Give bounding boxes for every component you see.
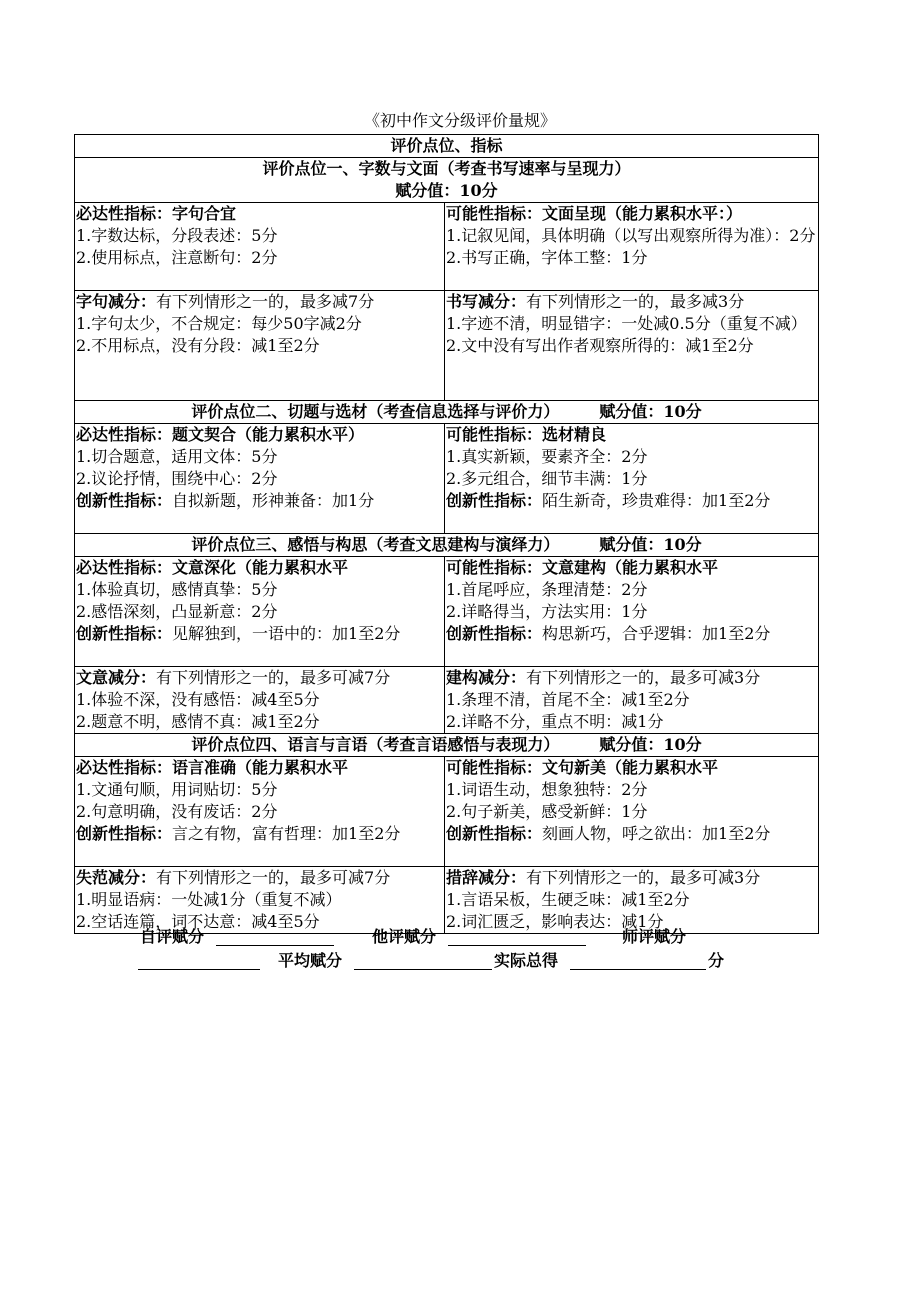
average-score-blank[interactable]: [354, 953, 492, 970]
indicator-label: 可能性指标：: [446, 425, 543, 444]
indicator-label: 可能性指标：: [446, 204, 543, 223]
deduction-item: 2.文中没有写出作者观察所得的：减1至2分: [446, 336, 754, 355]
section-1-name: 评价点位一、字数与文面（考查书写速率与呈现力）: [262, 159, 631, 178]
indicator-item: 2.使用标点，注意断句：2分: [76, 248, 278, 267]
document-title: 《初中作文分级评价量规》: [363, 111, 556, 130]
indicator-item: 2.句意明确，没有废话：2分: [76, 802, 278, 821]
innovation-text: 自拟新题，形神兼备：加1分: [172, 491, 375, 510]
innovation-label: 创新性指标：: [446, 824, 543, 843]
indicator-name: 文句新美（能力累积水平: [542, 758, 719, 777]
indicator-name: 题文契合（能力累积水平）: [172, 425, 365, 444]
deduction-rule: 有下列情形之一的，最多可减7分: [156, 868, 391, 887]
innovation-text: 陌生新奇，珍贵难得：加1至2分: [542, 491, 771, 510]
section-4-possible-indicator: [445, 757, 819, 867]
teacher-score-label: 师评赋分: [622, 927, 687, 946]
indicator-item: 1.首尾呼应，条理清楚：2分: [446, 580, 648, 599]
indicator-name: 文面呈现（能力累积水平：）: [542, 204, 743, 223]
indicator-item: 1.真实新颖，要素齐全：2分: [446, 447, 648, 466]
deduction-label: 字句减分：: [76, 292, 157, 311]
indicator-name: 文意深化（能力累积水平: [172, 558, 349, 577]
deduction-item: 1.字句太少，不合规定：每少50字减2分: [76, 314, 362, 333]
deduction-label: 文意减分：: [76, 668, 157, 687]
section-1-header: [75, 158, 819, 203]
section-4-name: 评价点位四、语言与言语（考查言语感悟与表现力）: [191, 735, 560, 754]
indicator-label: 必达性指标：: [76, 204, 173, 223]
innovation-label: 创新性指标：: [76, 824, 173, 843]
indicator-item: 1.文通句顺，用词贴切：5分: [76, 780, 278, 799]
deduction-rule: 有下列情形之一的，最多减3分: [526, 292, 745, 311]
section-4-right-deduction: [445, 867, 819, 934]
section-2-possible-indicator: [445, 424, 819, 534]
indicator-name: 语言准确（能力累积水平: [172, 758, 349, 777]
indicator-label: 必达性指标：: [76, 758, 173, 777]
section-1-right-deduction: [445, 291, 819, 401]
innovation-text: 刻画人物，呼之欲出：加1至2分: [542, 824, 771, 843]
section-1-possible-indicator: [445, 203, 819, 291]
deduction-item: 1.言语呆板，生硬乏味：减1至2分: [446, 890, 690, 909]
peer-score-blank[interactable]: [448, 929, 586, 946]
average-score-label: 平均赋分: [278, 951, 343, 970]
section-4-required-indicator: [75, 757, 445, 867]
deduction-rule: 有下列情形之一的，最多可减7分: [156, 668, 391, 687]
section-3-header: [75, 534, 819, 557]
deduction-label: 建构减分：: [446, 668, 527, 687]
innovation-label: 创新性指标：: [76, 624, 173, 643]
section-3-name: 评价点位三、感悟与构思（考查文思建构与演绎力）: [191, 535, 560, 554]
section-1-left-deduction: [75, 291, 445, 401]
section-2-required-indicator: [75, 424, 445, 534]
score-unit: 分: [708, 951, 725, 970]
peer-score-label: 他评赋分: [372, 927, 437, 946]
indicator-item: 2.书写正确，字体工整：1分: [446, 248, 648, 267]
deduction-label: 措辞减分：: [446, 868, 527, 887]
deduction-label: 书写减分：: [446, 292, 527, 311]
section-1-required-indicator: [75, 203, 445, 291]
section-1-score: 赋分值：10分: [395, 181, 498, 200]
indicator-label: 必达性指标：: [76, 425, 173, 444]
section-3-possible-indicator: [445, 557, 819, 667]
section-3-score: 赋分值：10分: [599, 535, 702, 554]
indicator-item: 1.体验真切，感情真挚：5分: [76, 580, 278, 599]
indicator-name: 字句合宜: [172, 204, 237, 223]
section-2-header: [75, 401, 819, 424]
deduction-item: 2.详略不分，重点不明：减1分: [446, 712, 664, 731]
indicator-label: 可能性指标：: [446, 758, 543, 777]
deduction-item: 1.条理不清，首尾不全：减1至2分: [446, 690, 690, 709]
deduction-label: 失范减分：: [76, 868, 157, 887]
indicator-name: 选材精良: [542, 425, 607, 444]
innovation-label: 创新性指标：: [76, 491, 173, 510]
indicator-item: 1.记叙见闻，具体明确（以写出观察所得为准）：2分: [446, 226, 816, 245]
indicator-item: 1.字数达标，分段表述：5分: [76, 226, 278, 245]
section-3-right-deduction: [445, 667, 819, 734]
innovation-text: 言之有物，富有哲理：加1至2分: [172, 824, 401, 843]
innovation-label: 创新性指标：: [446, 624, 543, 643]
deduction-item: 2.空话连篇，词不达意：减4至5分: [76, 912, 320, 931]
innovation-text: 构思新巧，合乎逻辑：加1至2分: [542, 624, 771, 643]
indicator-item: 2.多元组合，细节丰满：1分: [446, 469, 648, 488]
deduction-item: 1.字迹不清，明显错字：一处减0.5分（重复不减）: [446, 314, 807, 333]
teacher-score-blank[interactable]: [138, 953, 260, 970]
indicator-item: 2.详略得当，方法实用：1分: [446, 602, 648, 621]
innovation-text: 见解独到，一语中的：加1至2分: [172, 624, 401, 643]
deduction-item: 2.词汇匮乏，影响表达：减1分: [446, 912, 664, 931]
indicator-label: 必达性指标：: [76, 558, 173, 577]
section-3-left-deduction: [75, 667, 445, 734]
deduction-item: 2.题意不明，感情不真：减1至2分: [76, 712, 320, 731]
indicator-item: 2.议论抒情，围绕中心：2分: [76, 469, 278, 488]
deduction-rule: 有下列情形之一的，最多可减3分: [526, 668, 761, 687]
rubric-table: [74, 134, 819, 934]
section-4-left-deduction: [75, 867, 445, 934]
self-score-label: 自评赋分: [140, 927, 205, 946]
deduction-rule: 有下列情形之一的，最多可减3分: [526, 868, 761, 887]
indicator-label: 可能性指标：: [446, 558, 543, 577]
indicator-item: 2.句子新美，感受新鲜：1分: [446, 802, 648, 821]
actual-total-blank[interactable]: [570, 953, 706, 970]
deduction-item: 1.体验不深，没有感悟：减4至5分: [76, 690, 320, 709]
deduction-rule: 有下列情形之一的，最多减7分: [156, 292, 375, 311]
deduction-item: 1.明显语病：一处减1分（重复不减）: [76, 890, 342, 909]
section-4-score: 赋分值：10分: [599, 735, 702, 754]
table-header: 评价点位、指标: [75, 135, 819, 158]
actual-total-label: 实际总得: [494, 951, 559, 970]
section-2-score: 赋分值：10分: [599, 402, 702, 421]
section-3-required-indicator: [75, 557, 445, 667]
section-2-name: 评价点位二、切题与选材（考查信息选择与评价力）: [191, 402, 560, 421]
indicator-item: 1.切合题意，适用文体：5分: [76, 447, 278, 466]
deduction-item: 2.不用标点，没有分段：减1至2分: [76, 336, 320, 355]
self-score-blank[interactable]: [216, 929, 334, 946]
innovation-label: 创新性指标：: [446, 491, 543, 510]
indicator-name: 文意建构（能力累积水平: [542, 558, 719, 577]
indicator-item: 1.词语生动，想象独特：2分: [446, 780, 648, 799]
section-4-header: [75, 734, 819, 757]
indicator-item: 2.感悟深刻，凸显新意：2分: [76, 602, 278, 621]
